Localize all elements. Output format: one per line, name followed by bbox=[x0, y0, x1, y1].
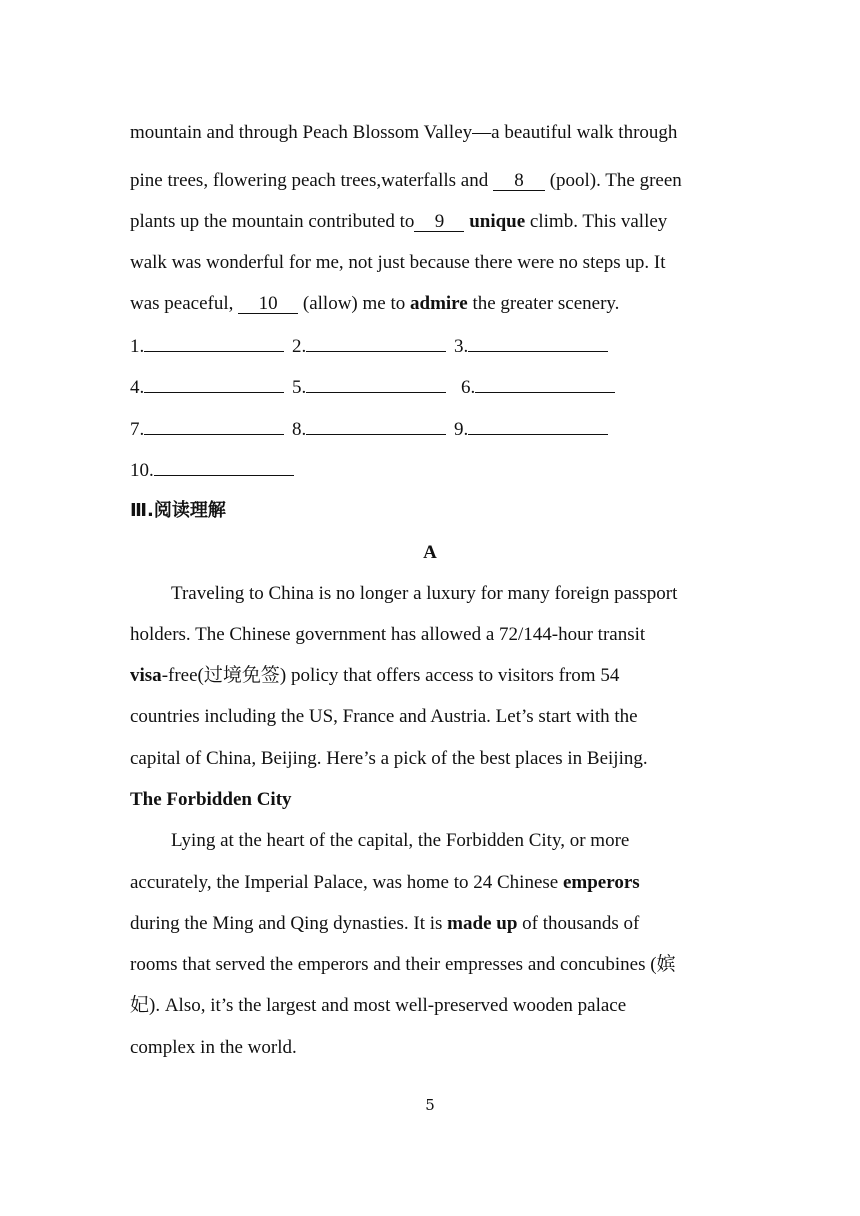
passage-line bbox=[130, 211, 667, 233]
answer-number: 6. bbox=[461, 377, 476, 398]
answer-slot[interactable] bbox=[454, 418, 608, 441]
text: pine trees, flowering peach trees,waterfalls and bbox=[130, 170, 493, 191]
text: holders. The Chinese government has allowed a 72/144-hour transit bbox=[130, 624, 646, 645]
answer-number: 7. bbox=[130, 419, 145, 440]
bold-word: admire bbox=[410, 293, 468, 314]
passage-line bbox=[130, 170, 682, 192]
blank-10[interactable]: 10 bbox=[238, 295, 298, 314]
blank-9[interactable]: 9 bbox=[414, 213, 464, 232]
passage-line bbox=[130, 624, 645, 646]
passage-line bbox=[130, 954, 676, 976]
answer-slot[interactable] bbox=[292, 418, 446, 441]
bold-word: emperors bbox=[562, 872, 640, 893]
text: Lying at the heart of the capital, the Forbidden City, or more bbox=[171, 830, 630, 851]
text: accurately, the Imperial Palace, was home to 24 Chinese bbox=[130, 872, 563, 893]
text: complex in the world. bbox=[130, 1037, 297, 1058]
passage-line bbox=[130, 706, 638, 728]
text: was peaceful, bbox=[130, 293, 239, 314]
answer-slot[interactable] bbox=[454, 335, 608, 358]
text: rooms that served the emperors and their empresses and concubines (嫔 bbox=[130, 954, 676, 975]
answer-number: 5. bbox=[292, 377, 307, 398]
bold-word: made up bbox=[447, 913, 518, 934]
passage-line bbox=[130, 293, 619, 315]
text: plants up the mountain contributed to bbox=[130, 211, 415, 232]
answer-row bbox=[130, 459, 294, 482]
text: mountain and through Peach Blossom Valley—a beautiful walk through bbox=[130, 122, 678, 143]
bold-word: visa bbox=[130, 665, 162, 686]
passage-line bbox=[130, 913, 639, 935]
answer-slot[interactable] bbox=[130, 418, 284, 441]
answer-number: 1. bbox=[130, 336, 145, 357]
answer-row bbox=[130, 418, 608, 441]
answer-row bbox=[130, 335, 608, 358]
answer-number: 9. bbox=[454, 419, 469, 440]
text: countries including the US, France and Austria. Let’s start with the bbox=[130, 706, 638, 727]
passage-line bbox=[130, 1037, 297, 1059]
answer-number: 10. bbox=[130, 460, 154, 481]
answer-slot[interactable] bbox=[130, 335, 284, 358]
answer-slot[interactable] bbox=[292, 376, 446, 399]
passage-line bbox=[130, 872, 640, 894]
answer-number: 3. bbox=[454, 336, 469, 357]
text: -free(过境免签) policy that offers access to visitors from 54 bbox=[161, 665, 620, 686]
blank-8[interactable]: 8 bbox=[493, 172, 545, 191]
passage-label: A bbox=[423, 542, 437, 563]
passage-line bbox=[130, 665, 619, 687]
text: of thousands of bbox=[517, 913, 640, 934]
text: 妃). Also, it’s the largest and most well-preserved wooden palace bbox=[130, 995, 627, 1016]
answer-slot[interactable] bbox=[130, 376, 284, 399]
passage-line bbox=[130, 252, 666, 274]
subheading: The Forbidden City bbox=[130, 789, 292, 810]
bold-word: unique bbox=[469, 211, 526, 232]
passage-line bbox=[130, 122, 677, 144]
answer-slot[interactable] bbox=[292, 335, 446, 358]
text: during the Ming and Qing dynasties. It is bbox=[130, 913, 448, 934]
answer-slot[interactable] bbox=[461, 376, 615, 399]
text: walk was wonderful for me, not just because there were no steps up. It bbox=[130, 252, 666, 273]
answer-number: 4. bbox=[130, 377, 145, 398]
text: (pool). The green bbox=[544, 170, 682, 191]
text: climb. This valley bbox=[525, 211, 668, 232]
page-number: 5 bbox=[425, 1096, 435, 1114]
passage-line bbox=[130, 748, 648, 770]
section-title: Ⅲ.阅读理解 bbox=[130, 500, 226, 521]
text: capital of China, Beijing. Here’s a pick of the best places in Beijing. bbox=[130, 748, 648, 769]
answer-number: 8. bbox=[292, 419, 307, 440]
answer-number: 2. bbox=[292, 336, 307, 357]
answer-row bbox=[130, 376, 615, 399]
text: the greater scenery. bbox=[467, 293, 620, 314]
answer-slot[interactable] bbox=[130, 459, 294, 482]
text: (allow) me to bbox=[298, 293, 410, 314]
passage-line bbox=[171, 830, 629, 852]
passage-line bbox=[171, 583, 677, 605]
passage-line bbox=[130, 995, 626, 1017]
text: Traveling to China is no longer a luxury for many foreign passport bbox=[171, 583, 678, 604]
